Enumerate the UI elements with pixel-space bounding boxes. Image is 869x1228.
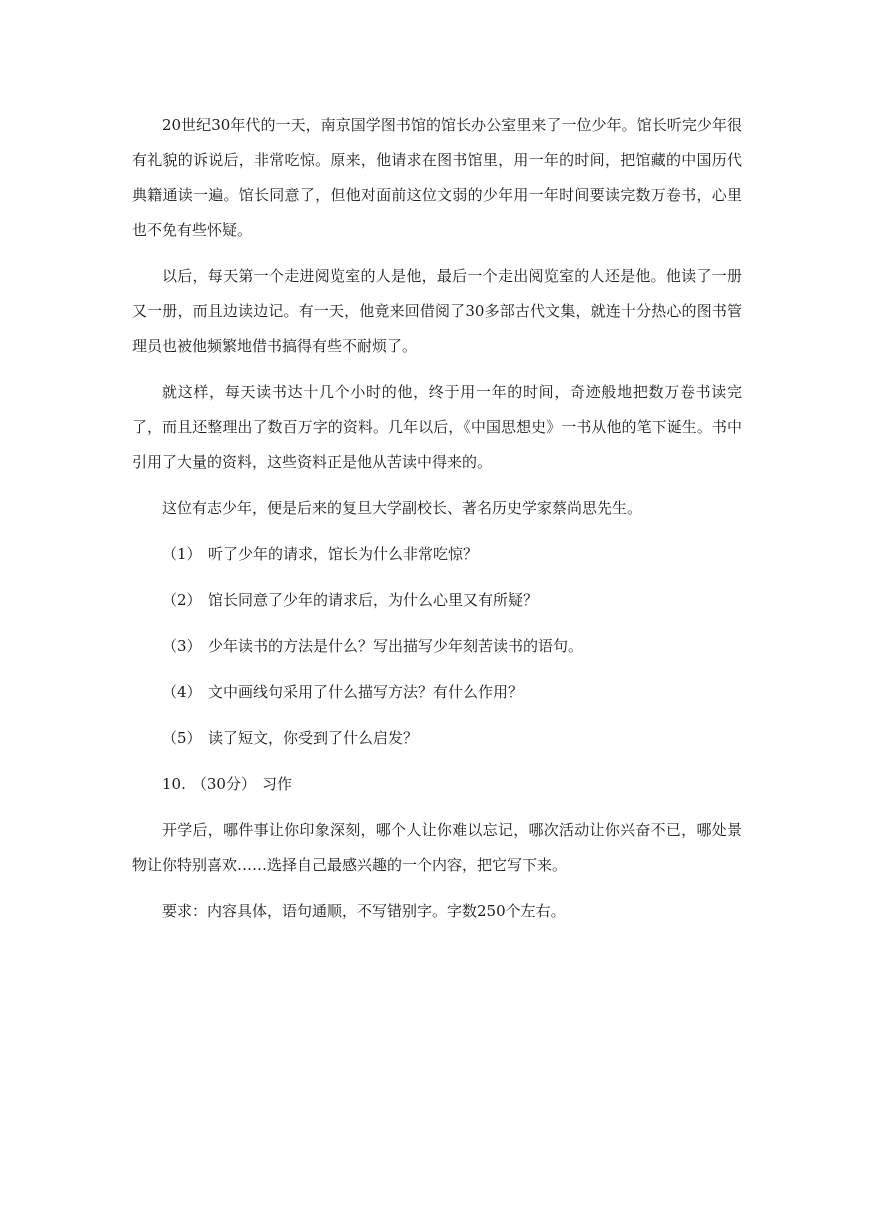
question-number: （1） bbox=[162, 545, 202, 563]
question-number: （5） bbox=[162, 729, 202, 747]
passage-paragraph-2: 以后，每天第一个走进阅览室的人是他，最后一个走出阅览室的人还是他。他读了一册又一册，而且边读边记。有一天，他竟来回借阅了30多部古代文集，就连十分热心的图书管理员也被他频繁地借书搞得有些不耐烦了。 bbox=[132, 267, 742, 355]
question-text: 馆长同意了少年的请求后，为什么心里又有所疑？ bbox=[208, 591, 539, 609]
section-title: 习作 bbox=[261, 775, 292, 793]
section-10-heading bbox=[132, 767, 742, 802]
passage-paragraph-1: 20世纪30年代的一天，南京国学图书馆的馆长办公室里来了一位少年。馆长听完少年很有礼貌的诉说后，非常吃惊。原来，他请求在图书馆里，用一年的时间，把馆藏的中国历代典籍通读一遍。馆长同意了，但他对面前这位文弱的少年用一年时间要读完数万卷书，心里也不免有些怀疑。 bbox=[132, 116, 742, 239]
document-body bbox=[132, 108, 742, 940]
question-number: （2） bbox=[162, 591, 202, 609]
passage-paragraph-3: 就这样，每天读书达十几个小时的他，终于用一年的时间，奇迹般地把数万卷书读完了，而且还整理出了数百万字的资料。几年以后，《中国思想史》一书从他的笔下诞生。书中引用了大量的资料，这些资料正是他从苦读中得来的。 bbox=[132, 383, 742, 471]
question-number: （4） bbox=[162, 683, 202, 701]
passage-paragraph-4: 这位有志少年，便是后来的复旦大学副校长、著名历史学家蔡尚思先生。 bbox=[162, 499, 643, 517]
section-number: 10. bbox=[162, 775, 186, 793]
question-text: 读了短文，你受到了什么启发？ bbox=[208, 729, 419, 747]
question-5 bbox=[132, 721, 742, 756]
question-text: 听了少年的请求，馆长为什么非常吃惊？ bbox=[208, 545, 479, 563]
writing-requirement: 要求：内容具体，语句通顺，不写错别字。字数250个左右。 bbox=[162, 902, 566, 920]
question-number: （3） bbox=[162, 637, 202, 655]
question-text: 文中画线句采用了什么描写方法？有什么作用？ bbox=[208, 683, 524, 701]
question-2 bbox=[132, 583, 742, 618]
question-4 bbox=[132, 675, 742, 710]
section-score: （30分） bbox=[191, 775, 256, 793]
question-1 bbox=[132, 537, 742, 572]
question-3 bbox=[132, 629, 742, 664]
writing-prompt: 开学后，哪件事让你印象深刻，哪个人让你难以忘记，哪次活动让你兴奋不已，哪处景物让你特别喜欢……选择自己最感兴趣的一个内容，把它写下来。 bbox=[132, 821, 742, 874]
question-text: 少年读书的方法是什么？写出描写少年刻苦读书的语句。 bbox=[208, 637, 584, 655]
